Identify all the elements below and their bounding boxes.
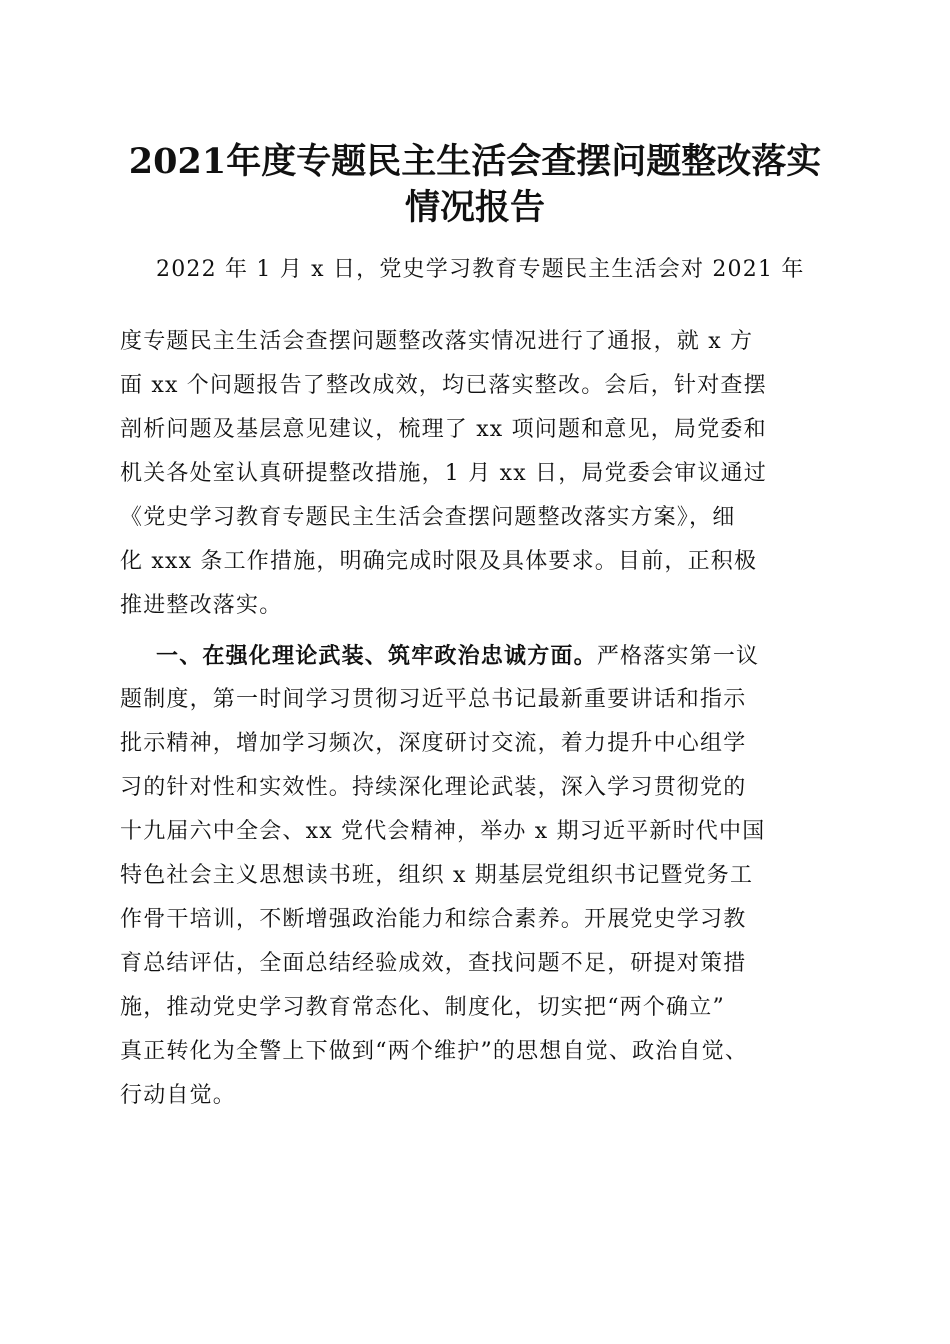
paragraph-1-line: 推进整改落实。 bbox=[120, 593, 283, 618]
paragraph-2-line: 作骨干培训，不断增强政治能力和综合素养。开展党史学习教 bbox=[120, 907, 747, 932]
paragraph-2-line: 题制度，第一时间学习贯彻习近平总书记最新重要讲话和指示 bbox=[120, 687, 747, 712]
paragraph-2-line: 施，推动党史学习教育常态化、制度化，切实把“两个确立” bbox=[120, 995, 725, 1020]
paragraph-2-line: 批示精神，增加学习频次，深度研讨交流，着力提升中心组学 bbox=[120, 731, 747, 756]
paragraph-2-first-line bbox=[156, 634, 759, 678]
paragraph-2-line: 真正转化为全警上下做到“两个维护”的思想自觉、政治自觉、 bbox=[120, 1039, 749, 1064]
paragraph-1-line: 剖析问题及基层意见建议，梳理了 xx 项问题和意见，局党委和 bbox=[120, 417, 767, 442]
paragraph-1-line: 化 xxx 条工作措施，明确完成时限及具体要求。目前，正积极 bbox=[120, 549, 758, 574]
paragraph-1-line: 面 xx 个问题报告了整改成效，均已落实整改。会后，针对查摆 bbox=[120, 373, 767, 398]
document-title-line-2: 情况报告 bbox=[404, 187, 545, 228]
paragraph-1-line: 《党史学习教育专题民主生活会查摆问题整改落实方案》，细 bbox=[120, 505, 736, 530]
paragraph-1-line: 机关各处室认真研提整改措施，1 月 xx 日，局党委会审议通过 bbox=[120, 461, 767, 486]
paragraph-2-line: 行动自觉。 bbox=[120, 1083, 237, 1108]
paragraph-1-line: 2022 年 1 月 x 日，党史学习教育专题民主生活会对 2021 年 bbox=[156, 257, 805, 282]
paragraph-1-line: 度专题民主生活会查摆问题整改落实情况进行了通报，就 x 方 bbox=[120, 329, 754, 354]
paragraph-2-line: 特色社会主义思想读书班，组织 x 期基层党组织书记暨党务工 bbox=[120, 863, 754, 888]
paragraph-2-line: 习的针对性和实效性。持续深化理论武装，深入学习贯彻党的 bbox=[120, 775, 747, 800]
paragraph-2-line: 十九届六中全会、xx 党代会精神，举办 x 期习近平新时代中国 bbox=[120, 819, 766, 844]
document-title-line-1: 2021年度专题民主生活会查摆问题整改落实 bbox=[128, 141, 822, 182]
section-heading: 一、在强化理论武装、筑牢政治忠诚方面。 bbox=[156, 643, 597, 669]
paragraph-2-line: 育总结评估，全面总结经验成效，查找问题不足，研提对策措 bbox=[120, 951, 747, 976]
paragraph-2-first-line-rest: 严格落实第一议 bbox=[596, 644, 760, 669]
